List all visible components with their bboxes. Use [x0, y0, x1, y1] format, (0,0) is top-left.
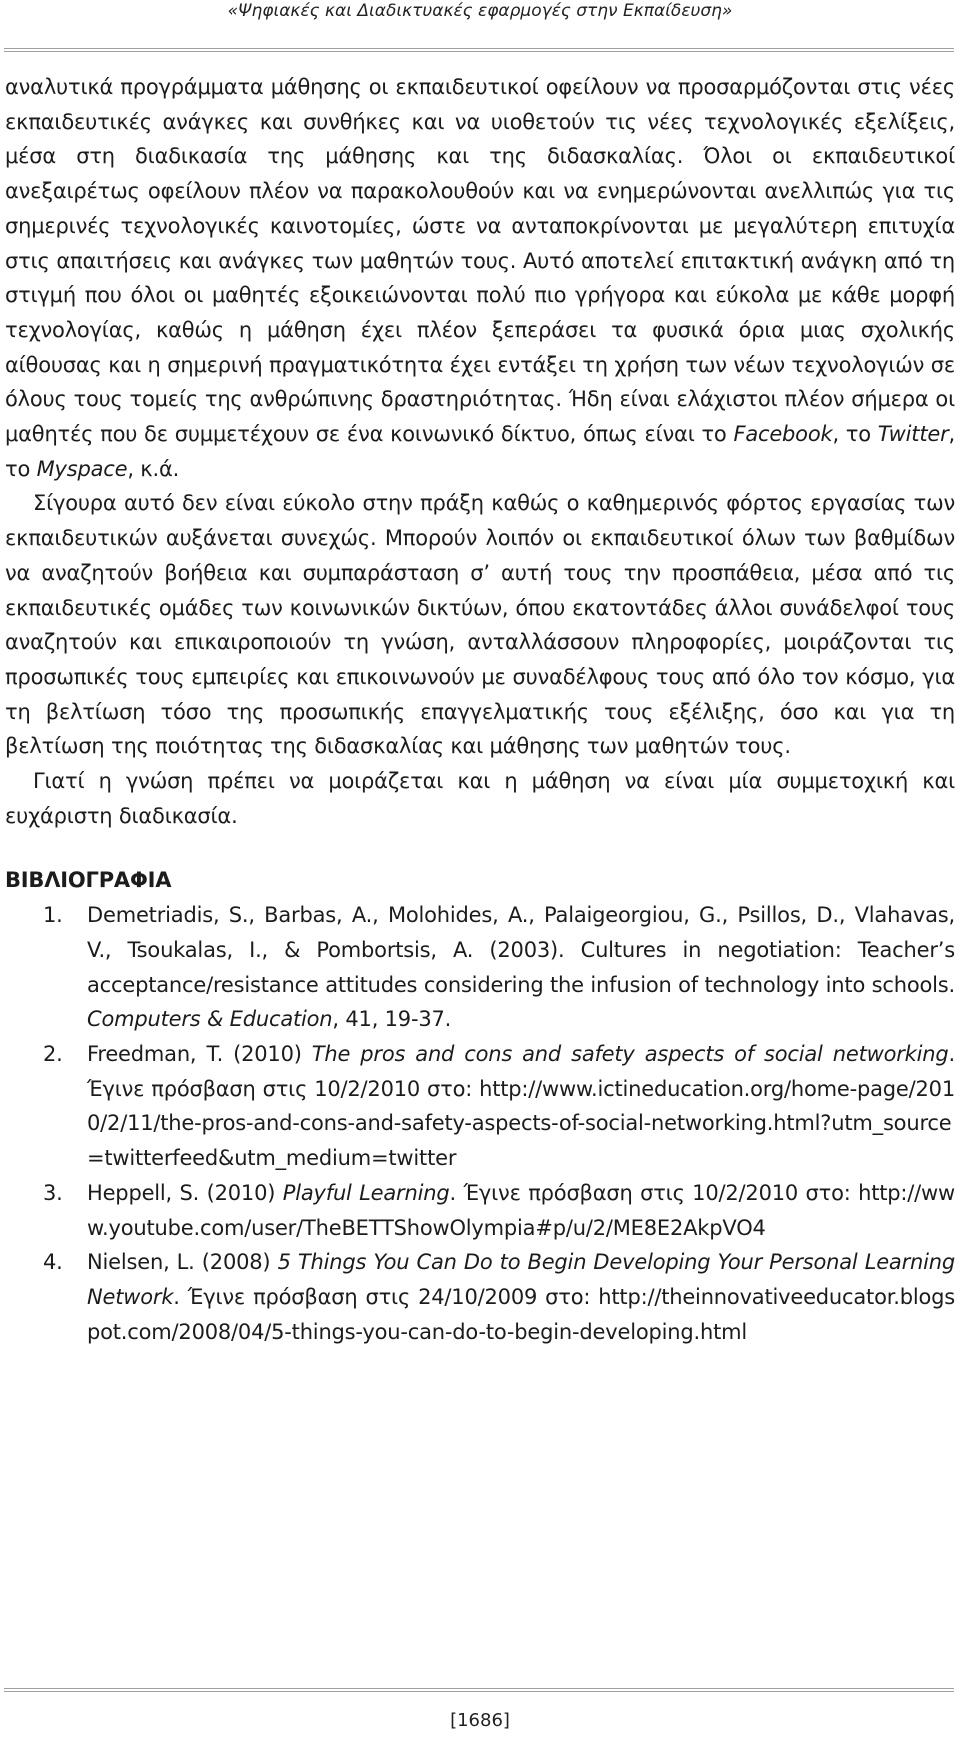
running-header: «Ψηφιακές και Διαδικτυακές εφαρμογές στην Εκπαίδευση» [227, 1, 733, 21]
entry-url-link[interactable]: http://www.ictineducation.org/home-page/2010/2/11/the-pros-and-cons-and-safety-aspects-of-social-networking.html?utm_source=twitterfeed&utm_medium=twitter [87, 1076, 955, 1171]
entry-number: 3. [43, 1180, 63, 1205]
entry-title: 5 Things You Can Do to Begin Developing Your Personal Learning Network [87, 1250, 955, 1309]
entry-access: . Έγινε πρόσβαση στις 24/10/2009 στο: [173, 1284, 599, 1309]
body-paragraph-3: Γιατί η γνώση πρέπει να μοιράζεται και η μάθηση να είναι μία συμμετοχική και ευχάριστη διαδικασία. [5, 769, 955, 828]
bibliography-entry [5, 1245, 955, 1349]
header-divider [4, 48, 954, 52]
entry-details: , 41, 19-37. [332, 1007, 452, 1032]
twitter-mention: Twitter [877, 422, 949, 447]
bibliography-entry [5, 1037, 955, 1176]
entry-title: Playful Learning [282, 1180, 450, 1205]
bibliography-list [5, 898, 955, 1349]
bibliography-entry [5, 1176, 955, 1245]
paragraph-1-end: , κ.ά. [127, 456, 180, 481]
facebook-mention: Facebook [733, 422, 833, 447]
entry-url-link[interactable]: http://theinnovativeeducator.blogspot.com/2008/04/5-things-you-can-do-to-begin-developing.html [87, 1284, 955, 1344]
separator-1: , το [832, 422, 878, 447]
bibliography-entry [5, 898, 955, 1037]
entry-title: The pros and cons and safety aspects of social networking [311, 1041, 949, 1066]
entry-number: 2. [43, 1041, 63, 1066]
page-number: [1686] [450, 1710, 510, 1731]
page-content [5, 70, 955, 1349]
entry-url-link[interactable]: http://www.youtube.com/user/TheBETTShowOlympia#p/u/2/ME8E2AkpVO4 [87, 1180, 956, 1240]
myspace-mention: Myspace [36, 456, 128, 481]
entry-number: 1. [43, 903, 63, 928]
bibliography-heading: ΒΙΒΛΙΟΓΡΑΦΙΑ [5, 868, 172, 893]
footer-divider [4, 1688, 954, 1692]
entry-number: 4. [43, 1250, 63, 1275]
body-paragraph-1 [5, 70, 955, 486]
entry-text: Heppell, S. (2010) [87, 1180, 283, 1205]
paragraph-1-text: αναλυτικά προγράμματα μάθησης οι εκπαιδευτικοί οφείλουν να προσαρμόζονται στις νέες εκπαιδευτικές ανάγκες και συνθήκες και να υιοθετούν τις νέες τεχνολογικές εξελίξεις, μέσα στη διαδικασία της μάθησης και της διδασκαλίας. Όλοι οι εκπαιδευτικοί ανεξαιρέτως οφείλουν πλέον να παρακολουθούν και να ενημερώνονται ανελλιπώς για τις σημερινές τεχνολογικές καινοτομίες, ώστε να ανταποκρίνονται με μεγαλύτερη επιτυχία στις απαιτήσεις και ανάγκες των μαθητών τους. Αυτό αποτελεί επιτακτική ανάγκη από τη στιγμή που όλοι οι μαθητές εξοικειώνονται πολύ πιο γρήγορα και εύκολα με κάθε μορφή τεχνολογίας, καθώς η μάθηση έχει πλέον ξεπεράσει τα φυσικά όρια μιας σχολικής αίθουσας και η σημερινή πραγματικότητα έχει εντάξει τη χρήση των νέων τεχνολογιών σε όλους τους τομείς της ανθρώπινης δραστηριότητας. Ήδη είναι ελάχιστοι πλέον σήμερα οι μαθητές που δε συμμετέχουν σε ένα κοινωνικό δίκτυο, όπως είναι το [5, 75, 955, 447]
entry-access: . Έγινε πρόσβαση στις 10/2/2010 στο: [449, 1180, 859, 1205]
entry-journal: Computers & Education [87, 1007, 333, 1032]
entry-text: Freedman, T. (2010) [87, 1041, 312, 1066]
entry-text: Nielsen, L. (2008) [87, 1250, 278, 1275]
entry-access: . Έγινε πρόσβαση στις 10/2/2010 στο: [87, 1041, 955, 1101]
body-paragraph-2: Σίγουρα αυτό δεν είναι εύκολο στην πράξη καθώς ο καθημερινός φόρτος εργασίας των εκπαιδευτικών αυξάνεται συνεχώς. Μπορούν λοιπόν οι εκπαιδευτικοί όλων των βαθμίδων να αναζητούν βοήθεια και συμπαράσταση σ’ αυτή τους την προσπάθεια, μέσα από τις εκπαιδευτικές ομάδες των κοινωνικών δικτύων, όπου εκατοντάδες άλλοι συνάδελφοί τους αναζητούν και επικαιροποιούν τη γνώση, ανταλλάσσουν πληροφορίες, μοιράζονται τις προσωπικές τους εμπειρίες και επικοινωνούν με συναδέλφους τους από όλο τον κόσμο, για τη βελτίωση τόσο της προσωπικής επαγγελματικής τους εξέλιξης, όσο και για τη βελτίωση της ποιότητας της διδασκαλίας και μάθησης των μαθητών τους. [5, 491, 955, 759]
entry-text: Demetriadis, S., Barbas, A., Molohides, A., Palaigeorgiou, G., Psillos, D., Vlahavas, V., Tsoukalas, I., & Pombortsis, A. (2003). Cultures in negotiation: Teacher’s acceptance/resistance attitudes considering the infusion of technology into schools. [87, 903, 955, 997]
separator-2: , το [5, 422, 955, 481]
